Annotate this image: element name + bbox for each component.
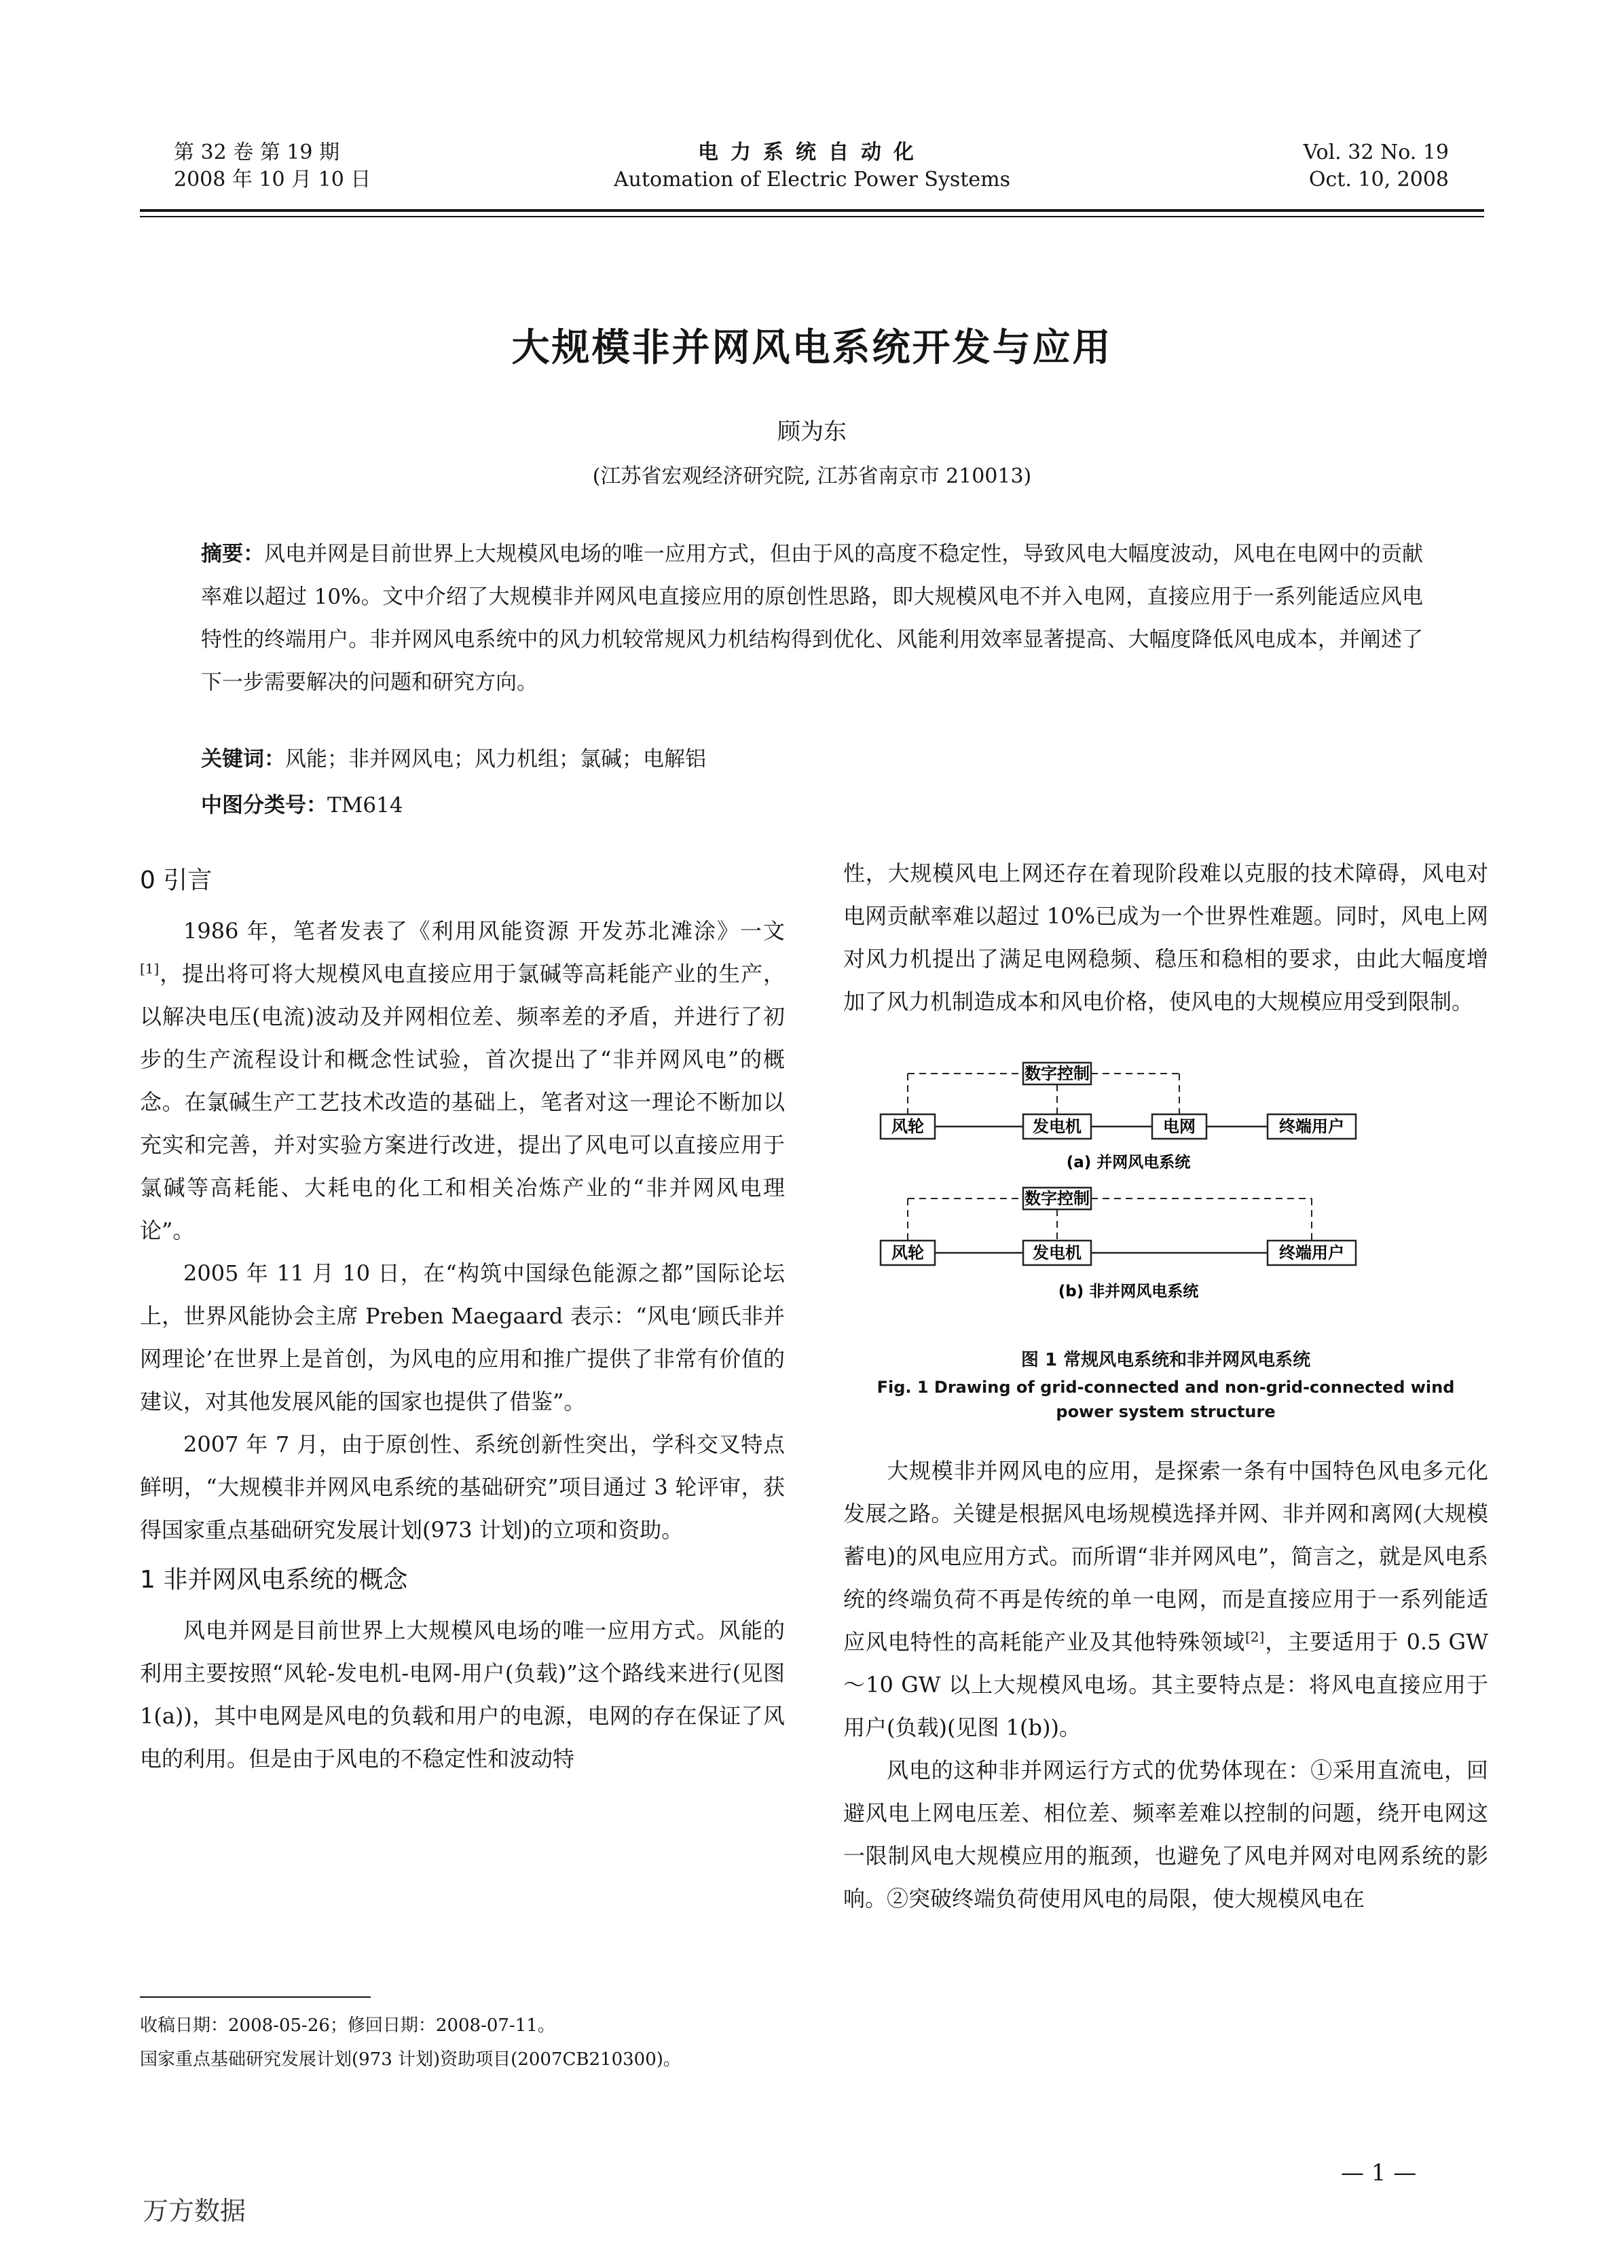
author-name: 顾为东 xyxy=(777,418,847,445)
figure-1 xyxy=(843,1042,1488,1423)
page-number: — 1 — xyxy=(1341,2159,1417,2187)
paragraph: 性，大规模风电上网还存在着现阶段难以克服的技术障碍，风电对电网贡献率难以超过 10%已成为一个世界性难题。同时，风电上网对风力机提出了满足电网稳频、稳压和稳相的要求，由此大幅度增加了风力机制造成本和风电价格，使风电的大规模应用受到限制。 xyxy=(843,860,1488,1014)
footnote-rule xyxy=(140,1996,371,1998)
received-date: 收稿日期：2008-05-26；修回日期：2008-07-11。 xyxy=(140,2015,555,2036)
paragraph xyxy=(843,1450,1488,1749)
abstract-label: 摘要： xyxy=(201,542,265,566)
abstract xyxy=(201,533,1423,704)
user-label: 终端用户 xyxy=(1279,1117,1344,1136)
classification-number xyxy=(201,784,1423,827)
paper-title: 大规模非并网风电系统开发与应用 xyxy=(511,326,1113,370)
author-affiliation: (江苏省宏观经济研究院, 江苏省南京市 210013) xyxy=(592,464,1032,488)
figure-caption-en: Fig. 1 Drawing of grid-connected and non-grid-connected wind power system structure xyxy=(876,1378,1455,1421)
citation-ref[interactable]: [1] xyxy=(140,960,160,977)
funding-note: 国家重点基础研究发展计划(973 计划)资助项目(2007CB210300)。 xyxy=(140,2049,681,2070)
volume-issue: 第 32 卷 第 19 期 xyxy=(174,141,340,164)
subfigure-b-label: (b) 非并网风电系统 xyxy=(1058,1283,1199,1300)
left-column xyxy=(140,852,785,1780)
watermark: 万方数据 xyxy=(143,2196,246,2226)
journal-name-en: Automation of Electric Power Systems xyxy=(614,168,1010,191)
clc-label: 中图分类号： xyxy=(201,793,327,818)
issue-date-cn: 2008 年 10 月 10 日 xyxy=(174,168,371,191)
figure-caption-cn: 图 1 常规风电系统和非并网风电系统 xyxy=(1020,1350,1311,1370)
grid-label: 电网 xyxy=(1163,1117,1196,1136)
paragraph-text: 大规模非并网风电的应用，是探索一条有中国特色风电多元化发展之路。关键是根据风电场规模选择并网、非并网和离网(大规模蓄电)的风电应用方式。而所谓“非并网风电”，简言之，就是风电系统的终端负荷不再是传统的单一电网，而是直接应用于一系列能适应风电特性的高耗能产业及其他特殊领域 xyxy=(843,1458,1488,1655)
subfigure-a-label: (a) 并网风电系统 xyxy=(1066,1154,1191,1171)
header-rule xyxy=(140,209,1484,212)
journal-issue-info xyxy=(174,139,371,194)
rotor-label: 风轮 xyxy=(891,1117,924,1136)
abstract-text: 风电并网是目前世界上大规模风电场的唯一应用方式，但由于风的高度不稳定性，导致风电大幅度波动，风电在电网中的贡献率难以超过 10%。文中介绍了大规模非并网风电直接应用的原创性思路，即大规模风电不并入电网，直接应用于一系列能适应风电特性的终端用户。非并网风电系统中的风力机较常规风力机结构得到优化、风能利用效率显著提高、大幅度降低风电成本，并阐述了下一步需要解决的问题和研究方向。 xyxy=(201,542,1423,695)
user-label: 终端用户 xyxy=(1279,1243,1344,1262)
generator-label: 发电机 xyxy=(1033,1243,1082,1262)
diagram-b xyxy=(881,1188,1356,1300)
section-heading-concept: 1 非并网风电系统的概念 xyxy=(140,1566,408,1594)
keywords xyxy=(201,738,1423,781)
volume-issue-en: Vol. 32 No. 19 xyxy=(1303,141,1449,164)
footnote xyxy=(140,2009,785,2077)
paragraph-text: ，主要适用于 0.5 GW～10 GW 以上大规模风电场。其主要特点是：将风电直接应用于用户(负载)(见图 1(b))。 xyxy=(843,1629,1488,1740)
clc-text: TM614 xyxy=(327,793,403,818)
control-label: 数字控制 xyxy=(1025,1064,1090,1083)
issue-date-en: Oct. 10, 2008 xyxy=(1308,168,1449,191)
keywords-text: 风能；非并网风电；风力机组；氯碱；电解铝 xyxy=(285,747,706,771)
journal-name-cn: 电力系统自动化 xyxy=(698,141,926,164)
paragraph-text: ，提出将可将大规模风电直接应用于氯碱等高耗能产业的生产，以解决电压(电流)波动及并网相位差、频率差的矛盾，并进行了初步的生产流程设计和概念性试验，首次提出了“非并网风电”的概念。在氯碱生产工艺技术改造的基础上，笔者对这一理论不断加以充实和完善，并对实验方案进行改进，提出了风电可以直接应用于氯碱等高耗能、大耗电的化工和相关冶炼产业的“非并网风电理论”。 xyxy=(140,961,785,1243)
keywords-label: 关键词： xyxy=(201,747,285,771)
paragraph: 风电的这种非并网运行方式的优势体现在：①采用直流电，回避风电上网电压差、相位差、频率差难以控制的问题，绕开电网这一限制风电大规模应用的瓶颈，也避免了风电并网对电网系统的影响。②突破终端负荷使用风电的局限，使大规模风电在 xyxy=(843,1757,1488,1912)
citation-ref[interactable]: [2] xyxy=(1244,1628,1265,1645)
right-column xyxy=(843,852,1488,1920)
paragraph xyxy=(140,910,785,1252)
control-label: 数字控制 xyxy=(1025,1189,1090,1208)
paragraph: 2007 年 7 月，由于原创性、系统创新性突出，学科交叉特点鲜明，“大规模非并网风电系统的基础研究”项目通过 3 轮评审，获得国家重点基础研究发展计划(973 计划)的立项和资助。 xyxy=(140,1431,785,1543)
system-diagram xyxy=(843,1042,1488,1341)
diagram-a xyxy=(881,1063,1356,1171)
header-rule-thin xyxy=(140,216,1484,217)
journal-issue-info-en xyxy=(1304,139,1449,194)
section-heading-intro: 0 引言 xyxy=(140,866,213,894)
paragraph-text: 1986 年，笔者发表了《利用风能资源 开发苏北滩涂》一文 xyxy=(183,918,785,944)
journal-name xyxy=(540,139,1084,194)
generator-label: 发电机 xyxy=(1033,1117,1082,1136)
rotor-label: 风轮 xyxy=(891,1243,924,1262)
paragraph: 2005 年 11 月 10 日，在“构筑中国绿色能源之都”国际论坛上，世界风能协会主席 Preben Maegaard 表示：“风电‘顾氏非并网理论’在世界上是首创，为风电的应用和推广提供了非常有价值的建议，对其他发展风能的国家也提供了借鉴”。 xyxy=(140,1260,785,1414)
paragraph: 风电并网是目前世界上大规模风电场的唯一应用方式。风能的利用主要按照“风轮-发电机-电网-用户(负载)”这个路线来进行(见图 1(a))，其中电网是风电的负载和用户的电源，电网的存在保证了风电的利用。但是由于风电的不稳定性和波动特 xyxy=(140,1617,785,1772)
